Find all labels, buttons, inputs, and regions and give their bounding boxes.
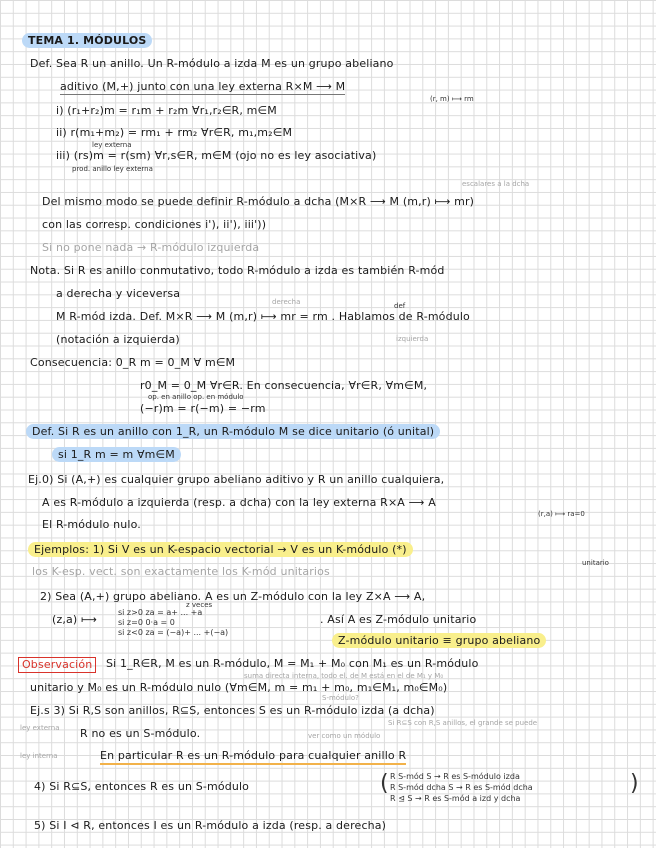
ej4-brace-left: ( [380,771,389,796]
ej3-note: S-módulo? [322,694,359,702]
axiom-1: i) (r₁+r₂)m = r₁m + r₂m ∀r₁,r₂∈R, m∈M [56,104,277,117]
ej4-case3: R ⊴ S → R es S-mód a izd y dcha [390,794,521,803]
ej2-equivalence [332,634,546,648]
ej1-gray-note: los K-esp. vect. son exactamente los K-mód unitarios [32,565,330,578]
ej4-brace-right: ) [630,771,639,796]
ej5-line: 5) Si I ⊲ R, entonces I es un R-módulo a izda (resp. a derecha) [34,819,387,832]
ej0-line2: A es R-módulo a izquierda (resp. a dcha) con la ley externa R×A ⟶ A [42,496,436,509]
def2-line2-text: si 1_R m = m ∀m∈M [52,447,181,462]
ej0-line1: Ej.0) Si (A,+) es cualquier grupo abeliano aditivo y R un anillo cualquiera, [28,473,445,486]
nota-izquierda-note: izquierda [396,335,429,343]
def2-line1-text: Def. Si R es un anillo con 1_R, un R-módulo M se dice unitario (ó unital) [26,424,440,439]
def1-line1: Def. Sea R un anillo. Un R-módulo a izda M es un grupo abeliano [30,57,394,70]
ej3-ley-externa: ley externa [20,724,60,732]
def1-line2: aditivo (M,+) junto con una ley externa R×M ⟶ M [60,80,346,93]
axiom-3: iii) (rs)m = r(sm) ∀r,s∈R, m∈M (ojo no es ley asociativa) [56,149,377,162]
ej1-note: unitario [582,559,609,567]
observacion-label: Observación [18,657,96,673]
right-module-line2: con las corresp. condiciones i'), ii'), iii')) [42,218,267,231]
ej0-line3: El R-módulo nulo. [42,518,141,531]
nota-line4: (notación a izquierda) [56,333,180,346]
ej2-right: . Así A es Z-módulo unitario [320,613,477,626]
observacion-line1: Si 1_R∈R, M es un R-módulo, M = M₁ + M₀ con M₁ es un R-módulo [106,657,479,670]
ej3-ley-interna: ley interna [20,752,58,760]
ej2-case1-note: z veces [186,601,213,609]
consecuencia-line3: (−r)m = r(−m) = −rm [140,402,266,415]
nota-derecha-note: derecha [272,298,301,306]
def2-line1 [26,425,440,439]
observacion-line2: unitario y M₀ es un R-módulo nulo (∀m∈M, m = m₁ + m₀, m₁∈M₁, m₀∈M₀) [30,681,448,694]
consecuencia-line2: r0_M = 0_M ∀r∈R. En consecuencia, ∀r∈R, ∀m∈M, [140,379,428,392]
ej2-map-left: (z,a) ⟼ [52,613,97,626]
nota-line2: a derecha y viceversa [56,287,181,300]
ej1-line [28,543,413,557]
ej3-line3: En particular R es un R-módulo para cualquier anillo R [100,749,406,765]
nota-def-note: def [394,302,406,310]
axiom-3-note: prod. anillo ley externa [72,165,153,173]
ej3-gray-1: ver como un módulo [308,732,381,740]
ej4-case2: R S-mód dcha S → R es S-mód dcha [390,783,533,792]
ej2-case3: si z<0 za = (−a)+ ... +(−a) [118,628,229,637]
escalares-note: escalares a la dcha [462,180,530,188]
ej3-gray-2: Si R⊆S con R,S anillos, el grande se puede [388,719,538,727]
left-default-note: Si no pone nada → R-módulo izquierda [42,241,260,254]
ej2-equivalence-text: Z-módulo unitario ≡ grupo abeliano [332,633,546,648]
right-module-line1: Del mismo modo se puede definir R-módulo a dcha (M×R ⟶ M (m,r) ⟼ mr) [42,195,475,208]
ej4-line: 4) Si R⊆S, entonces R es un S-módulo [34,780,250,793]
title-text: TEMA 1. MÓDULOS [22,33,152,48]
def1-map-sub: (r, m) ⟼ rm [430,95,474,103]
ej3-line1: Ej.s 3) Si R,S son anillos, R⊆S, entonces S es un R-módulo izda (a dcha) [30,704,435,717]
nota-line3: M R-mód izda. Def. M×R ⟶ M (m,r) ⟼ mr = rm . Hablamos de R-módulo [56,310,470,323]
ej2-case1: si z>0 za = a+ ... +a [118,608,203,617]
ej1-text: Ejemplos: 1) Si V es un K-espacio vectorial → V es un K-módulo (*) [28,542,413,557]
ej2-case2: si z=0 0·a = 0 [118,618,175,627]
consecuencia-note: op. en anillo op. en módulo [148,393,244,401]
def2-line2 [52,448,181,462]
ej4-case1: R S-mód S → R es S-módulo izda [390,772,520,781]
page-title [22,34,152,48]
ej0-map-sub: (r,a) ⟼ ra=0 [538,510,585,518]
observacion-gray: suma directa interna, todo el. de M está en el de M₁ y M₀ [244,672,444,680]
consecuencia-line1: Consecuencia: 0_R m = 0_M ∀ m∈M [30,356,236,369]
ej2-line1: 2) Sea (A,+) grupo abeliano. A es un Z-módulo con la ley Z×A ⟶ A, [40,590,426,603]
axiom-2-note: ley externa [92,141,132,149]
nota-line1: Nota. Si R es anillo conmutativo, todo R-módulo a izda es también R-mód [30,264,445,277]
axiom-2: ii) r(m₁+m₂) = rm₁ + rm₂ ∀r∈R, m₁,m₂∈M [56,126,293,139]
ej3-line2: R no es un S-módulo. [80,727,201,740]
